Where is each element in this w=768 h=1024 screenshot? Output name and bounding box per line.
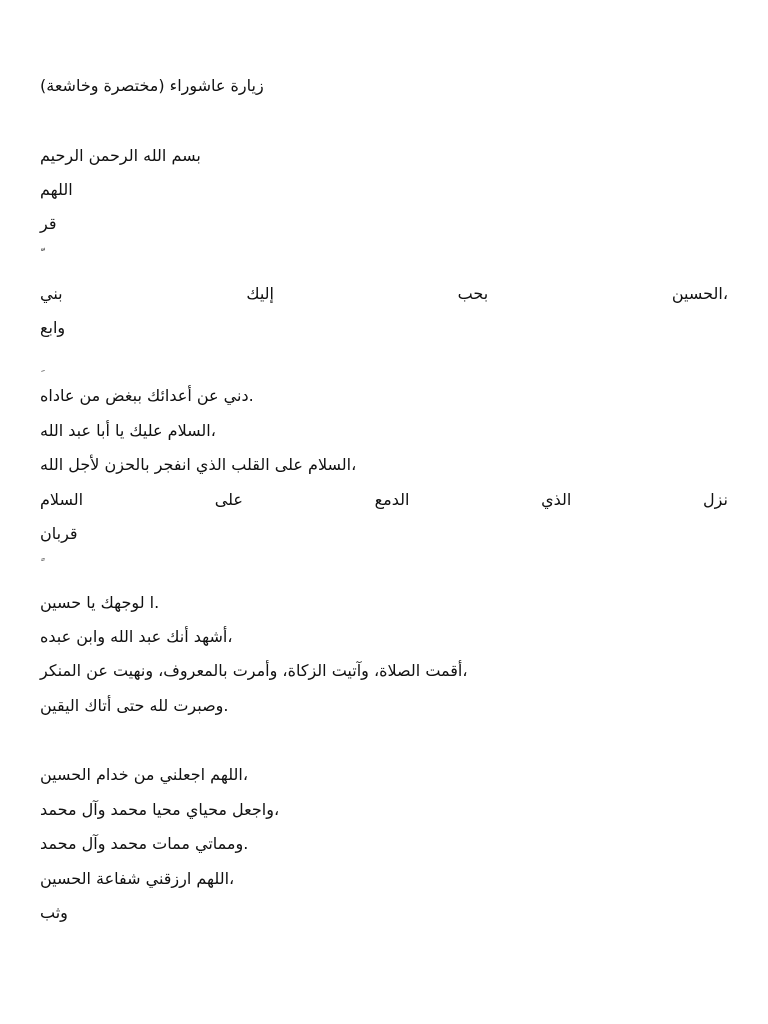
justified-text-line — [40, 284, 728, 304]
text-word: بني — [40, 284, 63, 303]
text-line: قربان — [40, 524, 78, 543]
text-line: وثب — [40, 903, 68, 922]
diacritic-mark — [40, 244, 728, 264]
text-line: أشهد أنك عبد الله وابن عبده، — [40, 627, 233, 646]
text-line: دني عن أعدائك ببغض من عاداه. — [40, 386, 254, 405]
text-line: قر — [40, 214, 57, 233]
text-line: السلام على القلب الذي انفجر بالحزن لأجل الله، — [40, 455, 357, 474]
text-word: السلام — [40, 490, 84, 509]
text-line: السلام عليك يا أبا عبد الله، — [40, 421, 216, 440]
diacritic-mark — [40, 554, 728, 574]
text-word: بحب — [457, 284, 489, 303]
text-line: اللهم اجعلني من خدام الحسين، — [40, 765, 248, 784]
text-line: ا لوجهك يا حسين. — [40, 593, 160, 612]
text-line: اللهم — [40, 180, 73, 199]
text-word: الذي — [541, 490, 572, 509]
text-line: ومماتي ممات محمد وآل محمد. — [40, 834, 249, 853]
diacritic-mark — [40, 356, 728, 376]
text-line: بسم الله الرحمن الرحيم — [40, 146, 201, 165]
text-line: وصبرت لله حتى أتاك اليقين. — [40, 696, 229, 715]
text-word: نزل — [703, 490, 728, 509]
text-word: الحسين، — [671, 284, 728, 303]
document-title: زيارة عاشوراء (مختصرة وخاشعة) — [40, 76, 264, 95]
text-line: أقمت الصلاة، وآتيت الزكاة، وأمرت بالمعروف، ونهيت عن المنكر، — [40, 661, 468, 680]
text-word: الدمع — [374, 490, 410, 509]
text-line: وابع — [40, 318, 66, 337]
text-line: اللهم ارزقني شفاعة الحسين، — [40, 869, 235, 888]
document-page — [40, 0, 728, 1024]
text-line: واجعل محياي محيا محمد وآل محمد، — [40, 800, 280, 819]
justified-text-line — [40, 490, 728, 510]
text-word: إليك — [246, 284, 274, 303]
text-word: على — [214, 490, 243, 509]
